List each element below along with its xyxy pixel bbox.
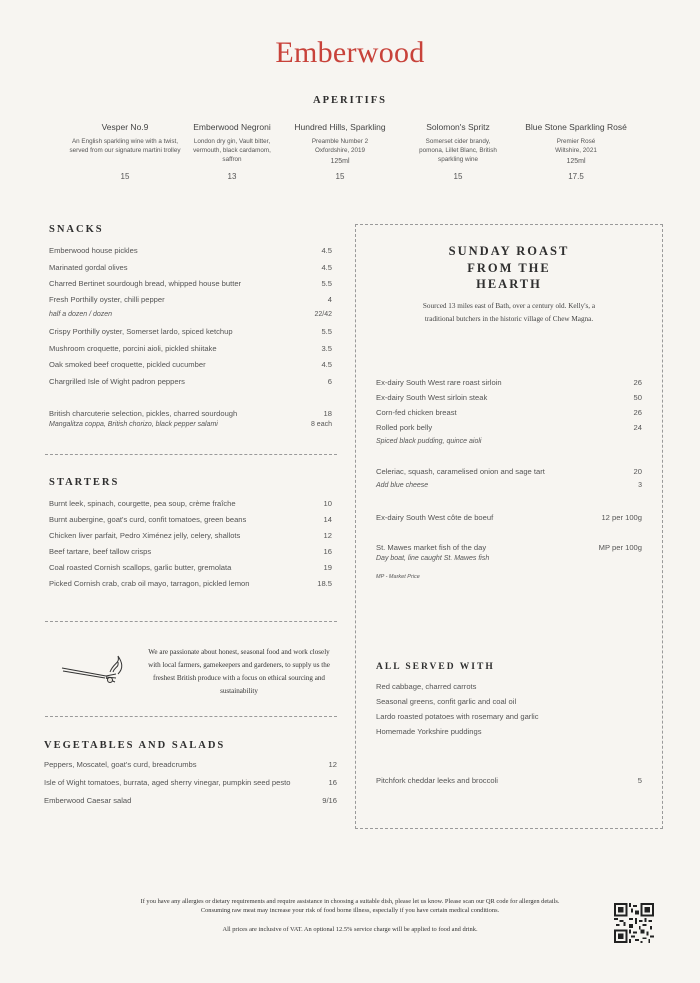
item-name: Beef tartare, beef tallow crisps	[49, 547, 152, 556]
item-price: 19	[323, 563, 332, 572]
item-name: Corn-fed chicken breast	[376, 408, 457, 417]
aperitifs-title: APERITIFS	[312, 95, 387, 106]
item-name: Crispy Porthilly oyster, Somerset lardo, spiced ketchup	[49, 327, 233, 336]
item-price: 24	[633, 423, 642, 432]
aperitif-name: Emberwood Negroni	[193, 122, 271, 132]
item-name: Celeriac, squash, caramelised onion and sage tart	[376, 467, 545, 476]
aperitif-price: 13	[227, 172, 237, 181]
passion-statement: We are passionate about honest, seasonal food and work closely with local farmers, gamekeepers and gardeners, to supply us the freshest British produce with a focus on ethical sourcing and sustainability	[148, 648, 330, 695]
item-price: 12 per 100g	[601, 513, 642, 522]
vat-notice: All prices are inclusive of VAT. An optional 12.5% service charge will be applied to food and drink.	[222, 926, 478, 933]
item-name: Pitchfork cheddar leeks and broccoli	[376, 776, 498, 785]
item-name: Add blue cheese	[376, 482, 429, 489]
item-name: Emberwood house pickles	[49, 246, 138, 255]
item-name: Ex-dairy South West sirloin steak	[376, 393, 488, 402]
item-price: 3.5	[321, 344, 332, 353]
aperitif-item	[173, 122, 291, 181]
snacks-title: SNACKS	[49, 224, 104, 235]
aperitif-desc: Premier Rosé Wiltshire, 2021	[555, 138, 597, 155]
hearth-fork-icon	[60, 650, 126, 690]
item-price: 6	[327, 377, 332, 386]
item-name: Mangalitza coppa, British chorizo, black pepper salami	[49, 421, 218, 428]
aperitif-desc: Somerset cider brandy, pomona, Lillet Blanc, British sparkling wine	[419, 138, 497, 164]
roast-description: Sourced 13 miles east of Bath, over a century old. Kelly's, a traditional butchers in the historic village of Chew Magna.	[422, 302, 596, 323]
aperitif-size: 125ml	[330, 158, 350, 166]
item-name: Emberwood Caesar salad	[44, 796, 132, 805]
served-item: Lardo roasted potatoes with rosemary and garlic	[376, 712, 539, 721]
item-price: 5.5	[321, 327, 332, 336]
item-price: 4.5	[321, 263, 332, 272]
item-price: 18	[323, 409, 332, 418]
item-name: Oak smoked beef croquette, pickled cucumber	[49, 360, 206, 369]
item-price: 5	[637, 776, 642, 785]
item-name: Ex-dairy South West côte de boeuf	[376, 513, 494, 522]
item-price: 9/16	[322, 796, 337, 805]
aperitif-item	[66, 122, 184, 181]
restaurant-logo: Emberwood	[275, 36, 425, 69]
aperitif-price: 17.5	[568, 172, 584, 181]
item-price: 22/42	[314, 311, 332, 318]
aperitif-price: 15	[120, 172, 130, 181]
item-name: Picked Cornish crab, crab oil mayo, tarragon, pickled lemon	[49, 579, 250, 588]
allergy-notice: If you have any allergies or dietary requirements and require assistance in choosing a suitable dish, please let us know. Please scan our QR code for allergen details.	[140, 898, 560, 905]
item-price: 50	[633, 393, 642, 402]
aperitif-name: Hundred Hills, Sparkling	[294, 122, 386, 132]
roast-title	[355, 243, 663, 293]
item-price: 12	[328, 760, 337, 769]
item-name: Marinated gordal olives	[49, 263, 128, 272]
aperitif-desc: An English sparkling wine with a twist, served from our signature martini trolley	[69, 138, 181, 155]
aperitif-price: 15	[453, 172, 463, 181]
aperitif-desc: Preamble Number 2 Oxfordshire, 2019	[311, 138, 369, 155]
roast-title-line: FROM THE	[467, 260, 551, 275]
served-item: Red cabbage, charred carrots	[376, 682, 477, 691]
aperitif-name: Solomon's Spritz	[426, 122, 490, 132]
item-price: MP per 100g	[598, 543, 642, 552]
item-name: Coal roasted Cornish scallops, garlic butter, gremolata	[49, 563, 232, 572]
roast-title-line: HEARTH	[476, 277, 542, 291]
item-name: MP - Market Price	[376, 574, 420, 580]
item-price: 8 each	[310, 421, 332, 428]
divider	[45, 454, 337, 455]
item-name: Burnt leek, spinach, courgette, pea soup, crème fraîche	[49, 499, 236, 508]
item-name: Burnt aubergine, goat's curd, confit tomatoes, green beans	[49, 515, 247, 524]
item-name: Spiced black pudding, quince aioli	[376, 438, 482, 445]
divider	[45, 621, 337, 622]
raw-meat-notice: Consuming raw meat may increase your risk of food borne illness, especially if you have certain medical conditions.	[200, 907, 500, 914]
aperitif-desc: London dry gin, Vault bitter, vermouth, black cardamom, saffron	[193, 138, 271, 164]
item-price: 4	[327, 295, 332, 304]
item-price: 14	[323, 515, 332, 524]
item-name: Fresh Porthilly oyster, chilli pepper	[49, 295, 165, 304]
item-price: 18.5	[317, 579, 332, 588]
item-name: Day boat, line caught St. Mawes fish	[376, 555, 490, 562]
item-price: 16	[328, 778, 337, 787]
item-price: 4.5	[321, 360, 332, 369]
item-name: half a dozen / dozen	[49, 311, 113, 318]
item-name: Rolled pork belly	[376, 423, 433, 432]
item-name: Chargrilled Isle of Wight padron peppers	[49, 377, 185, 386]
item-price: 26	[633, 408, 642, 417]
vegetables-title: VEGETABLES AND SALADS	[44, 740, 226, 751]
served-item: Seasonal greens, confit garlic and coal oil	[376, 697, 517, 706]
aperitif-name: Blue Stone Sparkling Rosé	[525, 122, 627, 132]
item-price: 26	[633, 378, 642, 387]
served-item: Homemade Yorkshire puddings	[376, 727, 482, 736]
roast-title-line: SUNDAY ROAST	[448, 244, 570, 258]
item-name: Isle of Wight tomatoes, burrata, aged sherry vinegar, pumpkin seed pesto	[44, 778, 291, 787]
item-name: Peppers, Moscatel, goat's curd, breadcrumbs	[44, 760, 197, 769]
item-price: 12	[323, 531, 332, 540]
item-price: 20	[633, 467, 642, 476]
item-name: British charcuterie selection, pickles, charred sourdough	[49, 409, 238, 418]
aperitif-item	[399, 122, 517, 181]
aperitif-price: 15	[335, 172, 345, 181]
item-price: 16	[323, 547, 332, 556]
item-name: Charred Bertinet sourdough bread, whipped house butter	[49, 279, 242, 288]
aperitif-item	[517, 122, 635, 181]
item-price: 10	[323, 499, 332, 508]
item-name: St. Mawes market fish of the day	[376, 543, 487, 552]
item-name: Ex-dairy South West rare roast sirloin	[376, 378, 502, 387]
aperitif-item	[281, 122, 399, 181]
divider	[45, 716, 337, 717]
item-price: 5.5	[321, 279, 332, 288]
aperitif-size: 125ml	[566, 158, 586, 166]
item-name: Chicken liver parfait, Pedro Ximénez jelly, celery, shallots	[49, 531, 241, 540]
starters-title: STARTERS	[49, 477, 120, 488]
item-price: 4.5	[321, 246, 332, 255]
served-with-title: ALL SERVED WITH	[376, 662, 495, 672]
qr-code-icon[interactable]	[614, 903, 654, 943]
item-price: 3	[638, 482, 642, 489]
item-name: Mushroom croquette, porcini aioli, pickled shiitake	[49, 344, 217, 353]
aperitif-name: Vesper No.9	[101, 122, 149, 132]
